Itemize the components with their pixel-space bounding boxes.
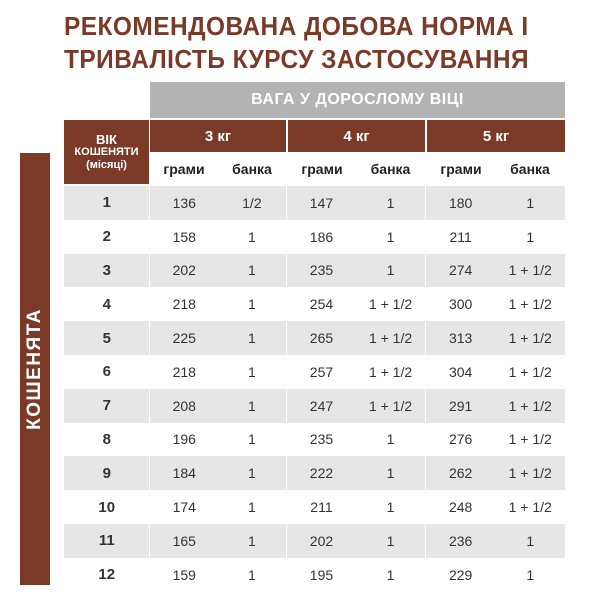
can-3kg-cell: 1 [247,363,256,380]
grams-3kg-cell: 158 [149,220,218,254]
weight-header-3kg: 3 кг [150,120,286,152]
grams-3kg-cell: 174 [149,490,218,524]
grams-5kg-cell: 262 [425,456,496,490]
grams-5kg-cell: 211 [425,220,496,254]
can-3kg-cell: 1 [247,397,256,414]
table-row [64,423,565,457]
page-title [64,10,553,76]
table-row [64,490,565,524]
can-5kg-cell: 1 + 1/2 [508,296,552,313]
can-5kg-cell: 1 + 1/2 [508,397,552,414]
can-4kg-cell: 1 + 1/2 [368,330,413,347]
month-cell: 5 [102,329,111,347]
grams-3kg-cell: 218 [149,355,218,389]
grams-5kg-cell: 304 [425,355,496,389]
grams-5kg-cell: 236 [425,524,496,558]
month-cell: 11 [98,532,115,550]
grams-header-3kg: грами [150,153,218,184]
grams-4kg-cell: 202 [286,524,357,558]
kitten-age-header [64,120,149,184]
can-4kg-cell: 1 [386,532,395,549]
grams-3kg-cell: 225 [149,321,218,355]
grams-4kg-cell: 222 [286,456,357,490]
grams-4kg-cell: 257 [286,355,357,389]
can-3kg-cell: 1 [247,262,256,279]
table-row [64,558,565,592]
table-row [64,456,565,490]
can-4kg-cell: 1 [386,465,395,482]
month-cell: 6 [102,363,111,381]
month-cell: 9 [102,464,111,482]
can-3kg-cell: 1 [247,465,256,482]
can-5kg-cell: 1 + 1/2 [508,499,552,516]
grams-header-5kg: грами [427,153,495,184]
can-5kg-cell: 1 [526,532,535,549]
title-line-1: РЕКОМЕНДОВАНА ДОБОВА НОРМА І [64,11,529,41]
can-5kg-cell: 1 + 1/2 [508,465,552,482]
can-4kg-cell: 1 [386,566,395,583]
months-label: (місяці) [86,158,127,171]
grams-5kg-cell: 313 [425,321,496,355]
can-3kg-cell: 1 [247,228,256,245]
month-cell: 7 [102,397,111,415]
can-header-5kg: банка [495,153,565,184]
can-4kg-cell: 1 + 1/2 [368,397,413,414]
table-row [64,355,565,389]
age-label: ВІК [96,131,117,147]
can-3kg-cell: 1 [247,431,256,448]
grams-5kg-cell: 300 [425,287,496,321]
can-3kg-cell: 1 [247,330,256,347]
table-row [64,321,565,355]
table-row [64,287,565,321]
can-5kg-cell: 1 [526,566,535,583]
table-row [64,186,565,220]
feeding-table-body [64,186,565,592]
month-cell: 12 [98,566,116,584]
table-row [64,254,565,288]
can-3kg-cell: 1/2 [242,194,262,211]
can-header-3kg: банка [218,153,286,184]
can-5kg-cell: 1 + 1/2 [508,330,552,347]
grams-4kg-cell: 195 [286,558,357,592]
grams-4kg-cell: 147 [286,186,357,220]
table-row [64,220,565,254]
grams-5kg-cell: 291 [425,389,496,423]
can-4kg-cell: 1 [386,194,395,211]
kitten-label: КОШЕНЯТИ [74,145,139,158]
can-3kg-cell: 1 [247,296,256,313]
grams-4kg-cell: 247 [286,389,357,423]
month-cell: 2 [102,228,111,246]
month-cell: 1 [102,194,111,212]
adult-weight-header: ВАГА У ДОРОСЛОМУ ВІЦІ [150,82,565,118]
can-5kg-cell: 1 [526,194,535,211]
grams-4kg-cell: 265 [286,321,357,355]
can-3kg-cell: 1 [247,532,256,549]
grams-5kg-cell: 180 [425,186,496,220]
can-4kg-cell: 1 + 1/2 [368,296,413,313]
can-4kg-cell: 1 [386,262,395,279]
grams-5kg-cell: 274 [425,254,496,288]
grams-4kg-cell: 235 [286,423,357,457]
month-cell: 3 [102,261,111,279]
table-row [64,524,565,558]
can-3kg-cell: 1 [247,499,256,516]
grams-3kg-cell: 196 [149,423,218,457]
grams-5kg-cell: 229 [425,558,496,592]
can-5kg-cell: 1 + 1/2 [508,363,552,380]
title-line-2: ТРИВАЛІСТЬ КУРСУ ЗАСТОСУВАННЯ [64,44,530,74]
weight-header-4kg: 4 кг [288,120,425,152]
kittens-side-band [20,153,50,585]
grams-3kg-cell: 202 [149,254,218,288]
grams-3kg-cell: 159 [149,558,218,592]
can-4kg-cell: 1 + 1/2 [368,363,413,380]
month-cell: 8 [102,430,111,448]
grams-3kg-cell: 136 [149,186,218,220]
weight-header-5kg: 5 кг [427,120,565,152]
grams-3kg-cell: 184 [149,456,218,490]
kittens-side-label: КОШЕНЯТА [24,308,45,430]
can-header-4kg: банка [356,153,425,184]
can-4kg-cell: 1 [386,499,395,516]
grams-4kg-cell: 211 [286,490,357,524]
month-cell: 10 [98,498,116,516]
can-5kg-cell: 1 + 1/2 [508,431,552,448]
can-3kg-cell: 1 [247,566,256,583]
can-4kg-cell: 1 [386,228,395,245]
grams-4kg-cell: 254 [286,287,357,321]
grams-5kg-cell: 248 [425,490,496,524]
grams-3kg-cell: 165 [149,524,218,558]
grams-header-4kg: грами [288,153,356,184]
table-row [64,389,565,423]
grams-4kg-cell: 186 [286,220,357,254]
can-5kg-cell: 1 + 1/2 [508,262,552,279]
month-cell: 4 [102,295,111,313]
grams-3kg-cell: 208 [149,389,218,423]
grams-3kg-cell: 218 [149,287,218,321]
grams-4kg-cell: 235 [286,254,357,288]
can-5kg-cell: 1 [526,228,535,245]
grams-5kg-cell: 276 [425,423,496,457]
can-4kg-cell: 1 [386,431,395,448]
